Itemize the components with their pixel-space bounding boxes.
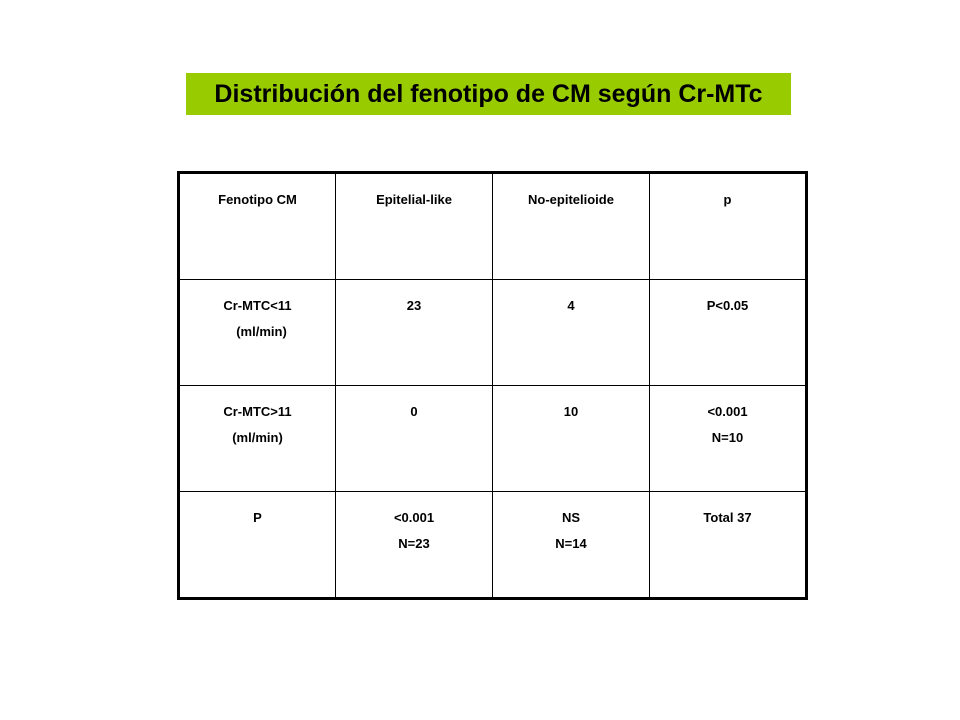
table-row: [179, 280, 807, 386]
slide-title: Distribución del fenotipo de CM según Cr-MTc: [186, 73, 791, 115]
p-value-cell: [650, 280, 807, 386]
header-cell-p: p: [650, 173, 807, 280]
p-value-line1: <0.001: [707, 404, 748, 419]
header-cell-epitelial: Epitelial-like: [336, 173, 493, 280]
epitelial-value-cell: 0: [336, 386, 493, 492]
footer-epitelial-line2: N=23: [398, 536, 430, 551]
phenotype-table: [177, 171, 808, 600]
table-header-row: [179, 173, 807, 280]
row-label-cell: [179, 280, 336, 386]
row-label-cell: [179, 386, 336, 492]
row-label-line2: (ml/min): [236, 324, 287, 339]
no-epitelioide-value-cell: 4: [493, 280, 650, 386]
header-cell-fenotipo: Fenotipo CM: [179, 173, 336, 280]
p-value-line2: N=10: [711, 430, 744, 445]
header-cell-no-epitelioide: No-epitelioide: [493, 173, 650, 280]
footer-no-epitelioide-cell: [493, 492, 650, 599]
footer-label-cell: P: [179, 492, 336, 599]
row-label-line2: (ml/min): [232, 430, 283, 445]
table-footer-row: [179, 492, 807, 599]
row-label-line1: Cr-MTC>11: [223, 404, 292, 419]
p-value-line1: P<0.05: [706, 298, 749, 313]
no-epitelioide-value-cell: 10: [493, 386, 650, 492]
footer-epitelial-line1: <0.001: [393, 510, 435, 525]
table-row: [179, 386, 807, 492]
footer-epitelial-cell: [336, 492, 493, 599]
p-value-cell: [650, 386, 807, 492]
row-label-line1: Cr-MTC<11: [223, 298, 292, 313]
epitelial-value-cell: 23: [336, 280, 493, 386]
footer-no-epitelioide-line1: NS: [561, 510, 581, 525]
footer-no-epitelioide-line2: N=14: [555, 536, 587, 551]
footer-total-cell: Total 37: [650, 492, 807, 599]
